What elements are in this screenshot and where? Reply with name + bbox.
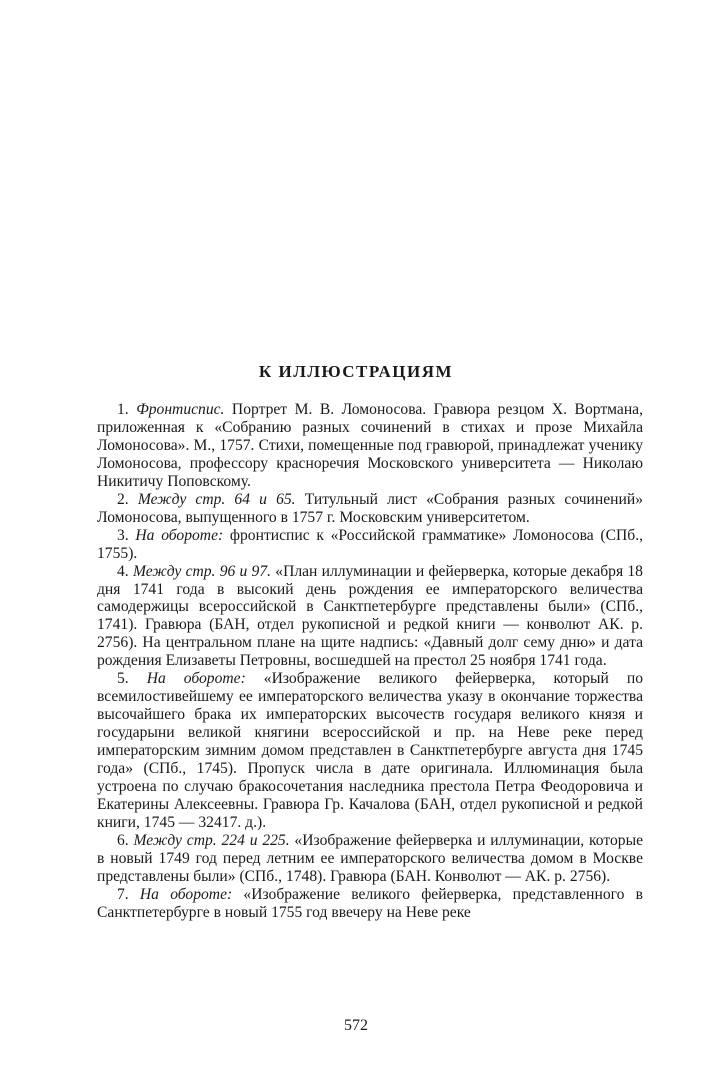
entry-text: «Изображение великого фейерверка, который по всемилостивейшему ее императорского величества указу в окончание торжества высочайшего брака их императорских высочеств государя великого князя и государыни великой княгини всероссийской и пр. на Неве реке перед императорским зимним домом представлен в Санктпетербурге августа дня 1745 года» (СПб., 1745). Пропуск числа в дате оригинала. Иллюминация была устроена по случаю бракосочетания наследника престола Петра Феодоровича и Екатерины Алексеевны. Гравюра Гр. Качалова (БАН, отдел рукописной и редкой книги, 1745 — 32417. д.). [97, 670, 643, 831]
entry-location: На обороте: [135, 526, 224, 544]
entry-location: Между стр. 96 и 97. [132, 562, 272, 580]
section-heading: К ИЛЛЮСТРАЦИЯМ [258, 362, 454, 381]
illustrations-list [97, 401, 643, 922]
entry-location: Между стр. 64 и 65. [137, 490, 296, 508]
list-item [97, 491, 643, 527]
entry-number: 2. [117, 490, 129, 508]
entry-text: фронтиспис к «Российской грамматике» Ломоносова (СПб., 1755). [97, 526, 643, 562]
entry-number: 3. [117, 526, 129, 544]
entry-number: 6. [117, 831, 129, 849]
entry-text: «Изображение великого фейерверка, представленного в Санктпетербурге в новый 1755 год ввечеру на Неве реке [97, 885, 644, 921]
list-item [97, 670, 643, 832]
entry-number: 1. [117, 401, 129, 418]
entry-text: «План иллуминации и фейерверка, которые декабря 18 дня 1741 года в высокий день рождения ее императорского величества самодержицы всероссийской в Санктпетербурге представлены были» (СПб., 1741). Гравюра (БАН, отдел рукописной и редкой книги — конволют АК. р. 2756). На центральном плане на щите надпись: «Давный долг сему дню» и дата рождения Елизаветы Петровны, восшедшей на престол 25 ноября 1741 года. [97, 562, 643, 670]
entry-location: На обороте: [139, 885, 233, 903]
entry-number: 7. [117, 885, 129, 903]
entry-location: Фронтиспис. [136, 401, 225, 418]
page-number: 572 [344, 1017, 368, 1034]
entry-text: Титульный лист «Собрания разных сочинений» Ломоносова, выпущенного в 1757 г. Московским университетом. [97, 490, 643, 526]
list-item [97, 401, 643, 491]
list-item [97, 832, 643, 886]
entry-number: 4. [117, 562, 129, 580]
entry-number: 5. [117, 670, 129, 688]
list-item [97, 563, 643, 671]
entry-text: «Изображение фейерверка и иллуминации, которые в новый 1749 год перед летним ее императорского величества домом в Москве представлены были» (СПб., 1748). Гравюра (БАН. Конволют — АК. р. 2756). [97, 831, 643, 885]
entry-location: Между стр. 224 и 225. [133, 831, 290, 849]
entry-location: На обороте: [146, 670, 246, 688]
list-item [97, 527, 643, 563]
entry-text: Портрет М. В. Ломоносова. Гравюра резцом Х. Вортмана, приложенная к «Собранию разных сочинений в стихах и прозе Михайла Ломоносова». М., 1757. Стихи, помещенные под гравюрой, принадлежат ученику Ломоносова, профессору красноречия Московского университета — Николаю Никитичу Поповскому. [97, 401, 643, 490]
list-item [97, 886, 643, 922]
